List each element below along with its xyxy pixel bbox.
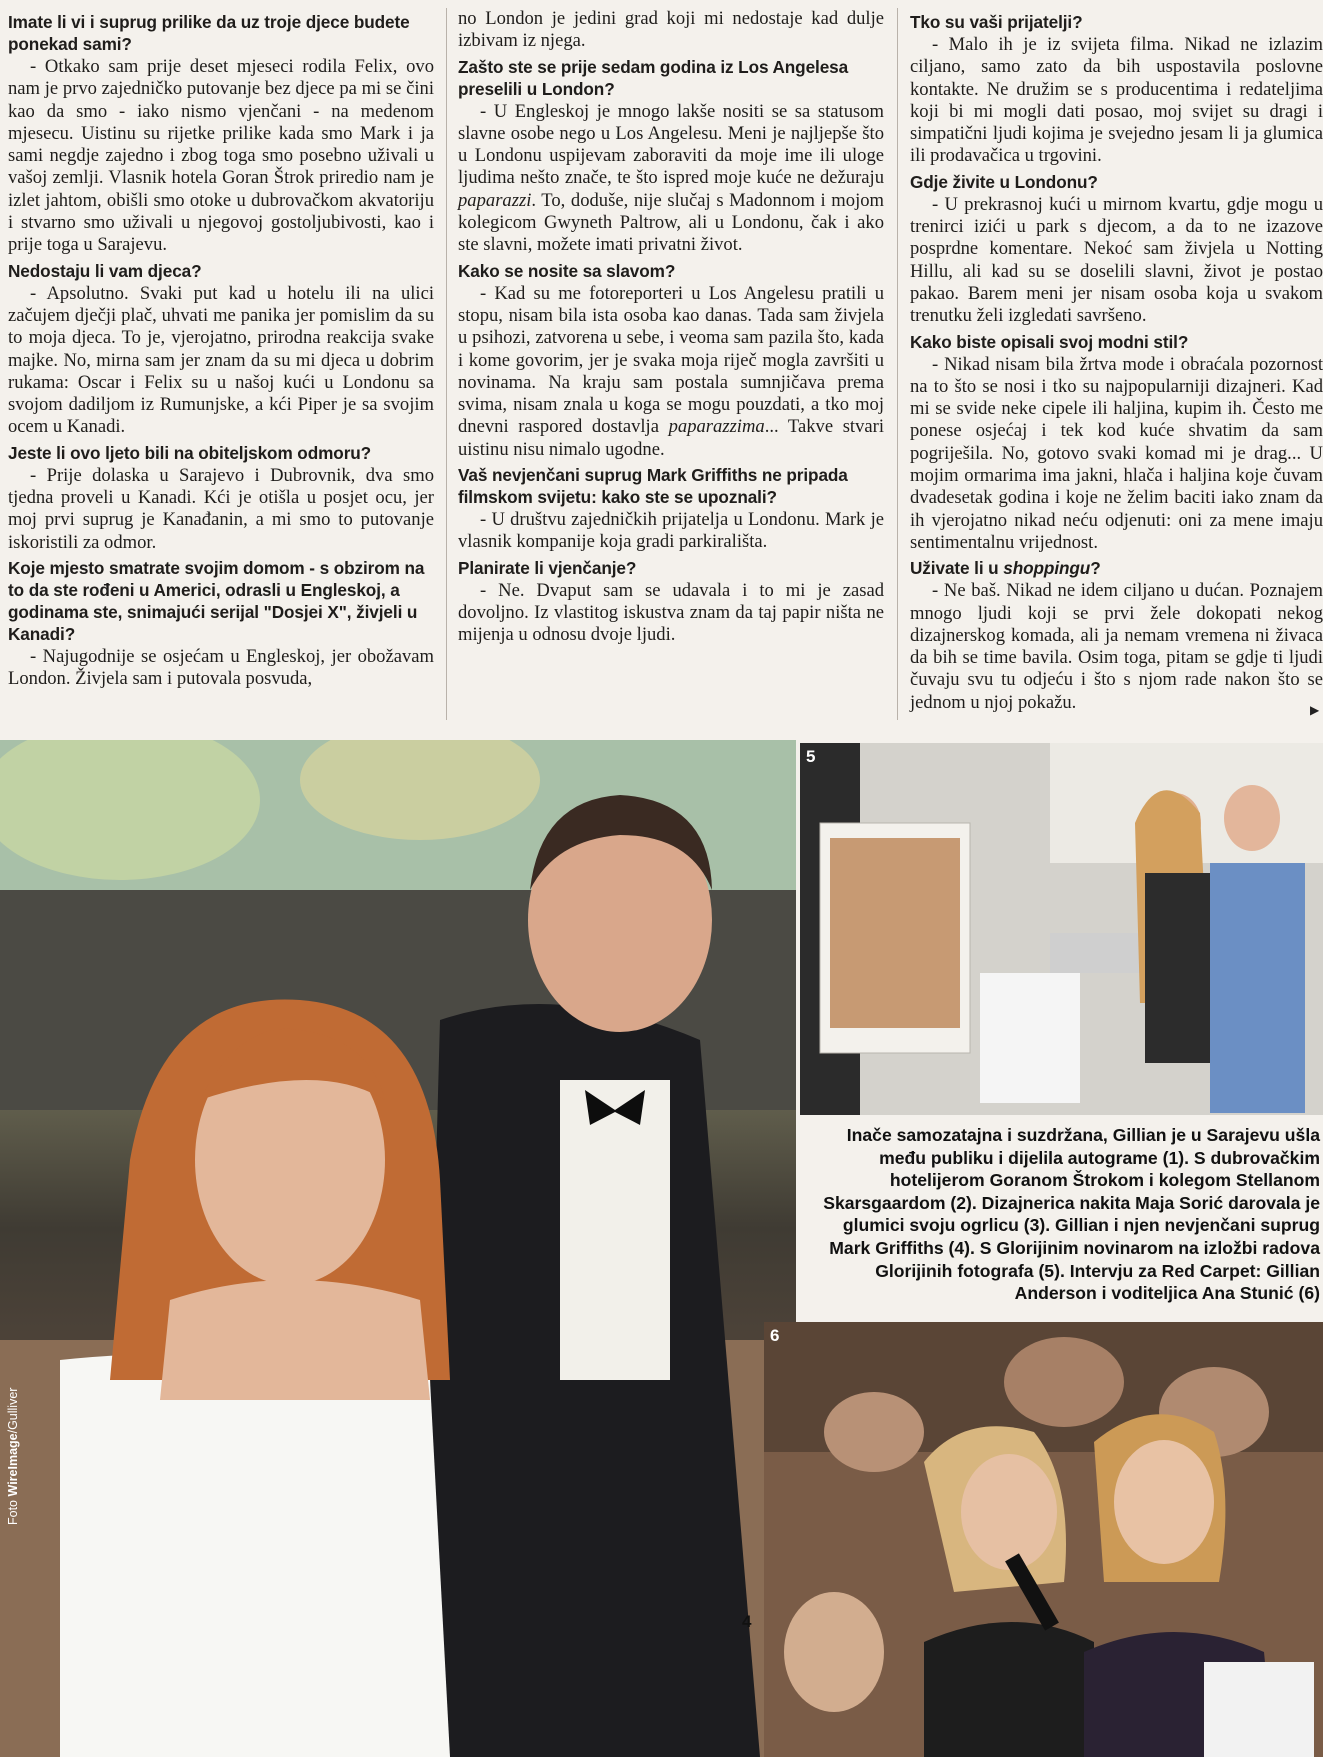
answer-paragraph: - Najugodnije se osjećam u Engleskoj, jer obožavam London. Živjela sam i putovala posvuda, — [8, 645, 434, 690]
article-column-2 — [458, 8, 884, 647]
question-heading: Jeste li ovo ljeto bili na obiteljskom odmoru? — [8, 442, 372, 463]
answer-paragraph: - Malo ih je iz svijeta filma. Nikad ne izlazim ciljano, samo zato da bih uspostavila poslovne kontakte. Ne družim se s producentima i redateljima koji bi mi mogli dati posao, moj svijet su dragi i simpatični ljudi kojima je svejedno jesam li ja glumica ili prodavačica u trgovini. — [910, 34, 1323, 167]
answer-continuation: no London je jedini grad koji mi nedostaje kad dulje izbivam iz njega. — [458, 8, 884, 52]
continue-marker: ▶ — [1310, 703, 1320, 717]
answer-paragraph: - Prije dolaska u Sarajevo i Dubrovnik, dva smo tjedna proveli u Kanadi. Kći je otišla u posjet ocu, jer moj prvi suprug je Kanađanin, a mi smo to putovanje iskoristili za odmor. — [8, 464, 434, 553]
answer-paragraph: - Kad su me fotoreporteri u Los Angelesu pratili u stopu, nisam bila ista osoba kao danas. Tada sam živjela u psihozi, zatvorena u sebe, i veoma sam pazila što, kada i kome govorim, jer je svaka moja riječ mogla završiti u novinama. Na kraju sam postala sumnjičava prema svima, nisam znala u koga se mogu pouzdati, a tko moj dnevni raspored dostavlja paparazzima... Takve stvari uistinu nisu nimalo ugodne. — [458, 282, 885, 460]
answer-paragraph: - U društvu zajedničkih prijatelja u Londonu. Mark je vlasnik kompanije koja gradi parkirališta. — [458, 509, 884, 553]
question-heading: Kako se nosite sa slavom? — [458, 260, 676, 281]
photo-credit: Foto WireImage/Gulliver — [6, 1387, 20, 1525]
photo-number-4: 4 — [742, 1612, 752, 1631]
article-column-1 — [8, 8, 434, 691]
question-heading: Nedostaju li vam djeca? — [8, 260, 202, 281]
column-divider — [446, 8, 447, 720]
article-column-3 — [910, 8, 1323, 714]
photo-caption: Inače samozatajna i suzdržana, Gillian je u Sarajevu ušla među publiku i dijelila autograme (1). S dubrovačkim hotelijerom Goranom Štrokom i kolegom Stellanom Skarsgaardom (2). Dizajnerica nakita Maja Sorić darovala je glumici svoju ogrlicu (3). Gillian i njen nevjenčani suprug Mark Griffiths (4). S Glorijinim novinarom na izložbi radova Glorijinih fotografa (5). Intervju za Red Carpet: Gillian Anderson i voditeljica Ana Stunić (6) — [800, 1124, 1320, 1305]
answer-paragraph: - U Engleskoj je mnogo lakše nositi se sa statusom slavne osobe nego u Los Angelesu. Meni je najljepše što u Londonu uspijevam zaboraviti da moje ime ili uloge ljudima nešto znače, te što ispred moje kuće ne dežuraju paparazzi. To, doduše, nije slučaj s Madonnom i mojom kolegicom Gwyneth Paltrow, ali u Londonu, čak i ako ste slavni, možete imati privatni život. — [458, 100, 884, 256]
answer-paragraph: - Otkako sam prije deset mjeseci rodila Felix, ovo nam je prvo zajedničko putovanje bez djece pa mi se čini kao da smo - iako nismo vjenčani - na medenom mjesecu. Uistinu su rijetke prilike kada smo Mark i ja sami negdje zajedno i zbog toga smo posebno uživali u vašoj zemlji. Vlasnik hotela Goran Štrok priredio nam je izlet jahtom, obišli smo otoke u dubrovačkom akvatoriju i stvarno smo uživali u njegovoj gostoljubivosti, kao i prije toga u Sarajevu. — [8, 56, 434, 256]
question-heading: Zašto ste se prije sedam godina iz Los Angelesa preselili u London? — [458, 56, 849, 99]
photo-number-6: 6 — [770, 1326, 780, 1345]
answer-paragraph: - Ne. Dvaput sam se udavala i to mi je zasad dovoljno. Iz vlastitog iskustva znam da taj papir ništa ne mijenja u odnosu dvoje ljudi. — [458, 579, 884, 646]
question-heading: Imate li vi i suprug prilike da uz troje djece budete ponekad sami? — [8, 12, 410, 54]
photo-exhibition — [800, 743, 1323, 1115]
photo-interview-illustration — [764, 1322, 1323, 1757]
photo-couple-red-carpet — [0, 740, 796, 1757]
column-divider — [897, 8, 898, 720]
photo-couple-illustration — [0, 740, 796, 1757]
answer-paragraph: - Ne baš. Nikad ne idem ciljano u dućan. Poznajem mnogo ljudi koji se prvi žele dokopati nekog dizajnerskog komada, ali ja nemam vremena ni živaca da bih se time bavila. Osim toga, pitam se gdje ti ljudi čuvaju svu tu odjeću i što s njom rade nakon što se jednom u njoj pokažu. — [910, 580, 1323, 713]
photo-interview — [764, 1322, 1323, 1757]
answer-paragraph: - U prekrasnoj kući u mirnom kvartu, gdje mogu u trenirci izići u park s djecom, a da to ne izazove posprdne komentare. Nekoć sam živjela u Notting Hillu, ali kad su se doselili slavni, život je postao pakao. Barem meni jer nisam osoba koja u svakom trenutku želi izgledati savršeno. — [910, 193, 1323, 327]
question-heading: Uživate li u shoppingu? — [910, 558, 1101, 579]
question-heading: Tko su vaši prijatelji? — [910, 12, 1083, 32]
question-heading: Gdje živite u Londonu? — [910, 171, 1098, 192]
question-heading: Vaš nevjenčani suprug Mark Griffiths ne pripada filmskom svijetu: kako ste se upoznali? — [458, 465, 848, 508]
photo-number-5: 5 — [806, 747, 816, 766]
question-heading: Kako biste opisali svoj modni stil? — [910, 331, 1189, 352]
question-heading: Koje mjesto smatrate svojim domom - s obzirom na to da ste rođeni u Americi, odrasli u Engleskoj, a godinama ste, snimajući serijal "Dosjei X", živjeli u Kanadi? — [8, 557, 425, 644]
question-heading: Planirate li vjenčanje? — [458, 557, 637, 578]
photo-exhibition-illustration — [800, 743, 1323, 1115]
answer-paragraph: - Nikad nisam bila žrtva mode i obraćala pozornost na to što se nosi i tko su najpopularniji dizajneri. Kad mi se svide neke cipele ili haljina, kupim ih. Često me ponese osjećaj i tek kod kuće shvatim da sam pogriješila. No, gotovo svaki komad mi je drag... U mojim ormarima ima jakni, hlača i haljina koje čuvam dvadesetak godina i koje ne želim baciti iako znam da ih vjerojatno nikad neću odjenuti: oni za mene imaju sentimentalnu vrijednost. — [910, 353, 1323, 553]
answer-paragraph: - Apsolutno. Svaki put kad u hotelu ili na ulici začujem dječji plač, uhvati me panika jer pomislim da su to moja djeca. To je, vjerojatno, prirodna reakcija svake majke. No, mirna sam jer znam da su mi djeca u dobrim rukama: Oscar i Felix su u našoj kući u Londonu sa svojom dadiljom iz Rumunjske, a kći Piper je sa svojim ocem u Kanadi. — [8, 282, 434, 438]
